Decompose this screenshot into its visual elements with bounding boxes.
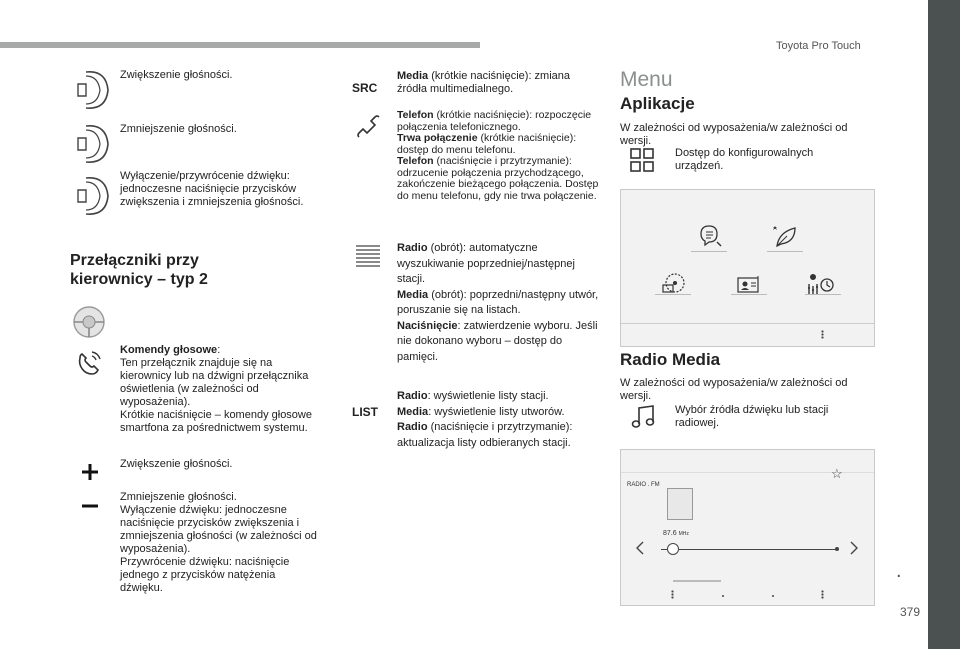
src-media-description: (krótkie naciśnięcie): zmiana źródła multimedialnego. <box>397 70 571 95</box>
bottom-dot-1[interactable] <box>722 595 724 597</box>
page-sidebar <box>928 0 960 649</box>
driving-assist-icon <box>661 272 687 296</box>
apps-item-text: Dostęp do konfigurowalnych urządzeń. <box>675 147 814 172</box>
thumbwheel-text <box>397 241 599 365</box>
src-text <box>397 70 597 96</box>
apps-screen-preview <box>620 189 875 347</box>
list-label-1: Radio <box>397 390 428 402</box>
tuner-slider-track[interactable] <box>661 549 837 550</box>
app-underline-3 <box>655 294 691 295</box>
settings-clock-icon <box>807 272 835 296</box>
apps-heading: Aplikacje <box>620 94 695 113</box>
header-rule <box>0 42 480 48</box>
thumbwheel-label-3: Naciśnięcie <box>397 319 458 332</box>
bottom-menu-right-icon[interactable] <box>821 590 824 599</box>
phone-label-3: Telefon <box>397 155 434 167</box>
radio-source-label: RADIO . FM <box>627 482 660 488</box>
favorite-star-icon[interactable]: ☆ <box>831 466 843 481</box>
music-note-icon <box>631 404 655 430</box>
bottom-tab-indicator <box>673 580 721 582</box>
station-artwork <box>667 488 693 520</box>
mute-text: Wyłączenie/przywrócenie dźwięku: jednoczesne naciśnięcie przycisków zwiększenia i zmniejszenia głośności. <box>120 170 304 208</box>
header-brand: Toyota Pro Touch <box>776 40 861 52</box>
next-station-arrow-icon[interactable] <box>849 540 859 561</box>
frequency-unit: MHz <box>678 531 689 537</box>
eco-leaf-icon <box>771 224 799 248</box>
section-heading-steering-switches: Przełączniki przy kierownicy – typ 2 <box>70 252 208 288</box>
connected-services-icon <box>697 224 725 248</box>
app-underline-4 <box>731 294 767 295</box>
user-card-icon <box>736 274 762 294</box>
page-number: 379 <box>900 605 921 619</box>
frequency-value: 87.6 <box>663 530 677 537</box>
steering-wheel-mute-icon <box>72 174 112 218</box>
radio-media-heading: Radio Media <box>620 350 721 369</box>
volume-up-text: Zwiększenie głośności. <box>120 69 233 81</box>
voice-command-icon <box>74 346 106 378</box>
radio-media-intro: W zależności od wyposażenia/w zależności od wersji. <box>620 377 848 402</box>
bottom-dot-2[interactable] <box>772 595 774 597</box>
plus-text: Zwiększenie głośności. <box>120 458 233 470</box>
tuner-slider-end <box>835 547 839 551</box>
minus-text: Zmniejszenie głośności. Wyłączenie dźwięku: jednoczesne naciśnięcie przycisków zwiększenia i zmniejszenia głośności (w zależności od wyposażenia). Przywrócenie dźwięku: naciśnięcie jednego z przycisków natężenia dźwięku. <box>120 491 317 594</box>
thumbwheel-icon <box>355 243 381 267</box>
src-media-label: Media <box>397 70 429 82</box>
more-options-icon[interactable] <box>821 330 824 339</box>
phone-label-1: Telefon <box>397 109 434 121</box>
volume-down-text: Zmniejszenie głośności. <box>120 123 237 135</box>
list-description-1: : wyświetlenie listy stacji. <box>427 390 549 402</box>
src-button-label: SRC <box>352 81 378 95</box>
phone-description-1: (krótkie naciśnięcie): rozpoczęcie połączenia telefonicznego. <box>397 109 592 133</box>
app-underline-2 <box>767 251 803 252</box>
phone-description-3: (naciśnięcie i przytrzymanie): odrzucenie połączenia przychodzącego, zakończenie bieżącego połączenia. Dostęp do menu telefonu, gdy nie trwa połączenie. <box>397 155 599 202</box>
menu-title: Menu <box>620 68 673 91</box>
steering-wheel-icon <box>72 305 106 339</box>
tuner-slider-handle[interactable] <box>667 543 679 555</box>
list-text <box>397 389 599 451</box>
phone-icon <box>355 115 381 141</box>
thumbwheel-label-2: Media <box>397 288 429 301</box>
voice-command-text <box>120 344 320 435</box>
voice-command-description: : Ten przełącznik znajduje się na kierownicy lub na dźwigni przełącznika oświetlenia (w zależności od wyposażenia). Krótkie naciśnięcie – komendy głosowe smartfona za pośrednictwem systemu. <box>120 344 312 434</box>
app-underline-1 <box>691 251 727 252</box>
list-label-2: Media <box>397 405 429 418</box>
previous-station-arrow-icon[interactable] <box>635 540 645 561</box>
phone-text <box>397 110 599 202</box>
list-label-3: Radio <box>397 421 428 433</box>
list-button-label: LIST <box>352 405 378 419</box>
list-description-2: : wyświetlenie listy utworów. <box>428 405 565 418</box>
voice-command-label: Komendy głosowe <box>120 344 218 356</box>
plus-icon <box>80 462 100 482</box>
screen-divider <box>621 323 874 324</box>
radio-media-item-text: Wybór źródła dźwięku lub stacji radiowej. <box>675 404 829 429</box>
phone-label-2: Trwa połączenie <box>397 132 478 144</box>
apps-grid-icon <box>630 148 654 172</box>
thumbwheel-description-2: (obrót): poprzedni/następny utwór, poruszanie się na listach. <box>397 288 599 316</box>
thumbwheel-description-1: (obrót): automatyczne wyszukiwanie poprzedniej/następnej stacji. <box>397 242 575 285</box>
continue-mark: . <box>896 560 902 582</box>
phone-description-2: (krótkie naciśnięcie): dostęp do menu telefonu. <box>397 132 577 156</box>
bottom-menu-left-icon[interactable] <box>671 590 674 599</box>
thumbwheel-description-3: : zatwierdzenie wyboru. Jeśli nie dokonano wyboru – dostęp do pamięci. <box>397 319 598 363</box>
minus-icon <box>80 502 100 510</box>
thumbwheel-label-1: Radio <box>397 242 428 254</box>
frequency-readout <box>663 530 689 537</box>
steering-wheel-volume-down-icon <box>72 122 112 166</box>
app-underline-5 <box>805 294 841 295</box>
list-description-3: (naciśnięcie i przytrzymanie): aktualizacja listy odbieranych stacji. <box>397 421 573 449</box>
radio-screen-preview <box>620 449 875 606</box>
steering-wheel-volume-up-icon <box>72 68 112 112</box>
apps-intro: W zależności od wyposażenia/w zależności od wersji. <box>620 122 848 147</box>
